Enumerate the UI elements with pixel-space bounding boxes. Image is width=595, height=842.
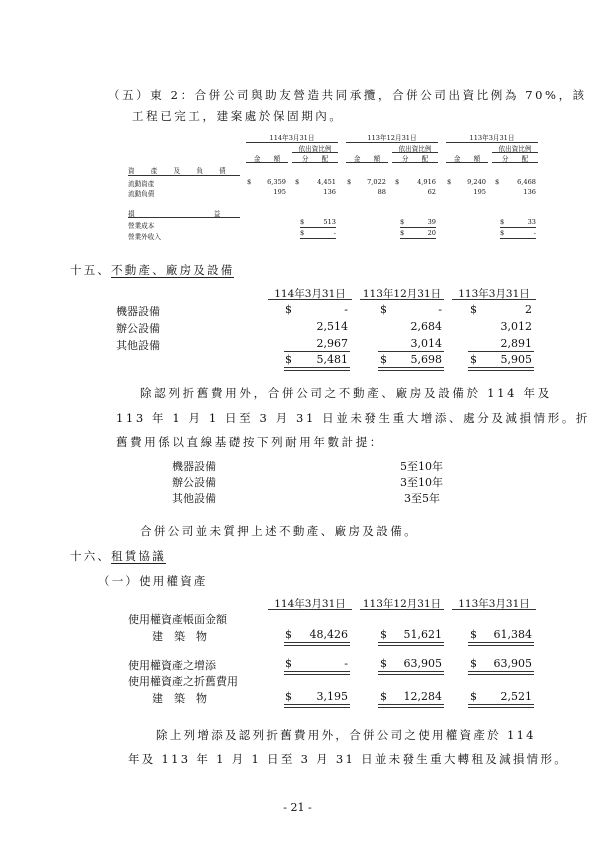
sec16-prefix: 十六、: [70, 549, 112, 563]
rou-additions-1: -: [344, 657, 348, 670]
ppe-office-1: 2,514: [316, 320, 348, 333]
rou-carrying-label: 使用權資產帳面金額: [128, 613, 227, 626]
jv-ca-amt-1: 6,359: [267, 178, 286, 186]
jv-section2-label: 損 益: [128, 210, 221, 218]
currency-symbol: $: [470, 353, 477, 366]
sec16-title: 租賃協議: [111, 549, 166, 563]
jv-opcost-3: 33: [527, 218, 536, 226]
currency-symbol: $: [495, 178, 500, 186]
sec5-line2: 工程已完工，建案處於保固期內。: [132, 109, 344, 123]
currency-symbol: $: [380, 303, 387, 316]
jv-cl-share-3: 136: [523, 188, 536, 196]
ppe-para-line3: 舊費用係以直線基礎按下列耐用年數計提：: [116, 435, 384, 449]
currency-symbol: $: [285, 628, 292, 641]
currency-symbol: $: [400, 229, 405, 237]
currency-symbol: $: [300, 229, 305, 237]
ppe-total-1: 5,481: [316, 353, 348, 366]
currency-symbol: $: [380, 628, 387, 641]
rou-carrying-item: 建 築 物: [152, 630, 207, 643]
jv-nonop-1: -: [333, 229, 336, 237]
ppe-machinery-1: -: [344, 303, 348, 316]
rou-depreciation-1: 3,195: [316, 690, 348, 703]
rou-period-3: 113年3月31日: [458, 598, 530, 610]
ppe-total-2: 5,698: [410, 353, 442, 366]
jv-share-label-3: 分 配: [501, 155, 529, 163]
jv-row-op-cost-label: 營業成本: [128, 222, 155, 230]
jv-period-2: 113年12月31日: [367, 134, 417, 142]
sec15-prefix: 十五、: [70, 263, 112, 277]
sec5-line1: （五）東 2：合併公司與助友營造共同承攬，合併公司出資比例為 70%，該: [108, 88, 587, 102]
currency-symbol: $: [470, 657, 477, 670]
jv-section1-label: 資 產 及 負 債: [128, 167, 227, 175]
rou-depreciation-2: 12,284: [403, 690, 442, 703]
jv-nonop-3: -: [533, 229, 536, 237]
currency-symbol: $: [380, 353, 387, 366]
jv-opcost-2: 39: [427, 218, 436, 226]
rou-depreciation-label: 使用權資產之折舊費用: [128, 675, 238, 688]
rou-carrying-1: 48,426: [309, 628, 348, 641]
jv-period-1: 114年3月31日: [269, 134, 315, 142]
jv-share-label-2: 分 配: [401, 155, 429, 163]
ppe-pledge-statement: 合併公司並未質押上述不動產、廠房及設備。: [140, 524, 418, 538]
currency-symbol: $: [285, 303, 292, 316]
rou-carrying-2: 51,621: [403, 628, 442, 641]
jv-sub-header-3: 依出資比例: [498, 145, 532, 153]
currency-symbol: $: [395, 178, 400, 186]
currency-symbol: $: [247, 178, 252, 186]
life-machinery-value: 5至10年: [400, 460, 443, 473]
currency-symbol: $: [400, 218, 405, 226]
ppe-other-3: 2,891: [500, 337, 532, 350]
jv-sub-header-2: 依出資比例: [398, 145, 432, 153]
rou-carrying-3: 61,384: [493, 628, 532, 641]
rou-period-2: 113年12月31日: [362, 598, 442, 610]
ppe-row-machinery-label: 機器設備: [116, 305, 160, 318]
currency-symbol: $: [470, 628, 477, 641]
jv-amount-label-3: 金 額: [453, 155, 481, 163]
jv-nonop-2: 20: [427, 229, 436, 237]
currency-symbol: $: [380, 657, 387, 670]
currency-symbol: $: [470, 303, 477, 316]
jv-cl-amt-2: 88: [377, 188, 386, 196]
currency-symbol: $: [347, 178, 352, 186]
jv-row-current-liab-label: 流動負債: [128, 190, 155, 198]
currency-symbol: $: [285, 353, 292, 366]
ppe-office-2: 2,684: [410, 320, 442, 333]
rou-additions-2: 63,905: [403, 657, 442, 670]
sec15-heading: [70, 262, 234, 278]
currency-symbol: $: [500, 218, 505, 226]
jv-cl-amt-3: 195: [473, 188, 486, 196]
jv-ca-amt-3: 9,240: [467, 178, 486, 186]
ppe-period-2: 113年12月31日: [362, 288, 442, 300]
rou-additions-label: 使用權資產之增添: [128, 659, 216, 672]
ppe-other-1: 2,967: [316, 337, 348, 350]
ppe-machinery-3: 2: [525, 303, 532, 316]
currency-symbol: $: [500, 229, 505, 237]
life-machinery-label: 機器設備: [172, 460, 216, 473]
jv-sub-header-1: 依出資比例: [298, 145, 332, 153]
currency-symbol: $: [380, 690, 387, 703]
jv-share-label-1: 分 配: [301, 155, 329, 163]
ppe-period-3: 113年3月31日: [458, 288, 530, 300]
currency-symbol: $: [285, 657, 292, 670]
rou-depreciation-3: 2,521: [500, 690, 532, 703]
life-office-value: 3至10年: [400, 476, 443, 489]
ppe-period-1: 114年3月31日: [274, 288, 346, 300]
sec15-title: 不動產、廠房及設備: [111, 263, 235, 277]
currency-symbol: $: [295, 178, 300, 186]
rou-para-line2: 年及 113 年 1 月 1 日至 3 月 31 日並未發生重大轉租及減損情形。: [128, 752, 569, 766]
sec16-sub1: （一）使用權資產: [98, 574, 208, 588]
ppe-para-line1: 除認列折舊費用外，合併公司之不動產、廠房及設備於 114 年及: [140, 386, 552, 400]
jv-ca-share-2: 4,916: [417, 178, 436, 186]
ppe-row-office-label: 辦公設備: [116, 322, 160, 335]
life-other-value: 3至5年: [404, 492, 440, 505]
currency-symbol: $: [470, 690, 477, 703]
life-office-label: 辦公設備: [172, 476, 216, 489]
jv-row-nonop-income-label: 營業外收入: [128, 233, 161, 241]
jv-cl-amt-1: 195: [273, 188, 286, 196]
jv-ca-amt-2: 7,022: [367, 178, 386, 186]
jv-cl-share-1: 136: [323, 188, 336, 196]
rou-period-1: 114年3月31日: [274, 598, 346, 610]
life-other-label: 其他設備: [172, 492, 216, 505]
ppe-total-3: 5,905: [500, 353, 532, 366]
rou-depreciation-item: 建 築 物: [152, 692, 207, 705]
jv-opcost-1: 513: [323, 218, 336, 226]
ppe-office-3: 3,012: [500, 320, 532, 333]
ppe-other-2: 3,014: [410, 337, 442, 350]
ppe-row-other-label: 其他設備: [116, 339, 160, 352]
rou-additions-3: 63,905: [493, 657, 532, 670]
jv-period-3: 113年3月31日: [469, 134, 515, 142]
rou-para-line1: 除上列增添及認列折舊費用外，合併公司之使用權資產於 114: [156, 728, 536, 742]
ppe-machinery-2: -: [438, 303, 442, 316]
currency-symbol: $: [300, 218, 305, 226]
jv-amount-label-2: 金 額: [353, 155, 381, 163]
currency-symbol: $: [447, 178, 452, 186]
sec16-heading: [70, 548, 166, 564]
jv-row-current-assets-label: 流動資產: [128, 180, 155, 188]
page-number: - 21 -: [283, 801, 312, 814]
ppe-para-line2: 113 年 1 月 1 日至 3 月 31 日並未發生重大增添、處分及減損情形。折: [116, 411, 591, 425]
jv-ca-share-1: 4,451: [317, 178, 336, 186]
jv-amount-label-1: 金 額: [253, 155, 281, 163]
jv-ca-share-3: 6,468: [517, 178, 536, 186]
jv-cl-share-2: 62: [427, 188, 436, 196]
currency-symbol: $: [285, 690, 292, 703]
